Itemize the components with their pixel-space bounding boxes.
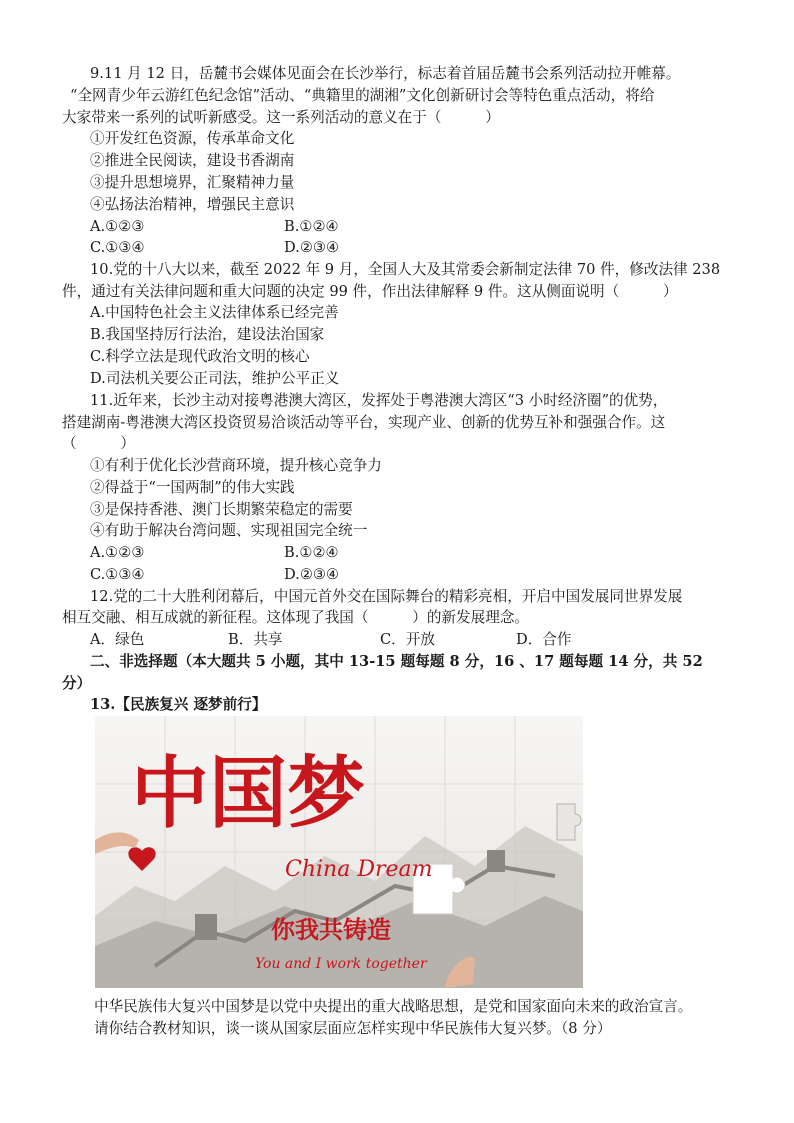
q9-item-3: ③提升思想境界，汇聚精神力量 (90, 174, 295, 191)
q13-text-line2: 请你结合教材知识，谈一谈从国家层面应怎样实现中华民族伟大复兴梦。（8 分） (94, 1020, 612, 1037)
q11-item-3: ③是保持香港、澳门长期繁荣稳定的需要 (90, 501, 353, 518)
q11-choice-a: A.①②③ (90, 544, 145, 561)
watchtower-right (487, 850, 505, 872)
poster-en-title: China Dream (285, 857, 433, 882)
q10-choice-a: A.中国特色社会主义法律体系已经完善 (90, 304, 339, 321)
q9-choice-a: A.①②③ (90, 218, 145, 235)
section2-heading-line1: 二、非选择题（本大题共 5 小题，其中 13-15 题每题 8 分，16 、17 题每题 14 分，共 52 (90, 653, 703, 670)
q9-stem-line2: “全网青少年云游红色纪念馆”活动、“典籍里的湖湘”文化创新研讨会等特色重点活动，将给 (70, 87, 655, 104)
q11-choice-b: B.①②④ (284, 544, 339, 561)
q12-choice-a: A．绿色 (90, 631, 145, 648)
poster-title: 中国梦 (131, 748, 366, 839)
q12-choice-b: B．共享 (228, 631, 283, 648)
q11-item-2: ②得益于“一国两制”的伟大实践 (90, 479, 295, 496)
q9-item-4: ④弘扬法治精神，增强民主意识 (90, 196, 295, 213)
q12-stem-line1: 12.党的二十大胜利闭幕后，中国元首外交在国际舞台的精彩亮相，开启中国发展同世界发展 (90, 588, 683, 605)
q13-text-line1: 中华民族伟大复兴中国梦是以党中央提出的重大战略思想，是党和国家面向未来的政治宣言。 (94, 998, 693, 1015)
q10-choice-d: D.司法机关要公正司法，维护公平正义 (90, 370, 340, 387)
q11-item-1: ①有利于优化长沙营商环境，提升核心竞争力 (90, 457, 382, 474)
q11-stem-line3: （ ） (62, 435, 135, 452)
q9-item-1: ①开发红色资源，传承革命文化 (90, 130, 295, 147)
q9-stem-line1: 9.11 月 12 日，岳麓书会媒体见面会在长沙举行，标志着首届岳麓书会系列活动拉开帷幕。 (90, 65, 681, 82)
q9-stem-line3: 大家带来一系列的试听新感受。这一系列活动的意义在于（ ） (62, 109, 500, 126)
section2-heading-line2: 分） (62, 675, 92, 692)
q9-item-2: ②推进全民阅读，建设书香湖南 (90, 152, 295, 169)
poster-cn-slogan: 你我共铸造 (271, 915, 391, 944)
poster-illustration (95, 716, 583, 988)
q11-stem-line1: 11.近年来，长沙主动对接粤港澳大湾区，发挥处于粤港澳大湾区“3 小时经济圈”的优势， (90, 392, 668, 409)
q11-stem-line2: 搭建湖南-粤港澳大湾区投资贸易洽谈活动等平台，实现产业、创新的优势互补和强强合作。这 (62, 414, 666, 431)
watchtower-left (195, 914, 217, 940)
q10-choice-b: B.我国坚持厉行法治，建设法治国家 (90, 326, 325, 343)
q10-stem-line2: 件，通过有关法律问题和重大问题的决定 99 件，作出法律解释 9 件。这从侧面说明（ ） (62, 283, 678, 300)
q11-choice-c: C.①③④ (90, 566, 145, 583)
china-dream-poster (95, 716, 583, 988)
poster-en-slogan: You and I work together (255, 956, 427, 972)
q11-choice-d: D.②③④ (284, 566, 340, 583)
q9-choice-b: B.①②④ (284, 218, 339, 235)
q11-item-4: ④有助于解决台湾问题、实现祖国完全统一 (90, 522, 368, 539)
q12-choice-d: D．合作 (516, 631, 572, 648)
q10-choice-c: C.科学立法是现代政治文明的核心 (90, 348, 310, 365)
q12-stem-line2: 相互交融、相互成就的新征程。这体现了我国（ ）的新发展理念。 (62, 609, 530, 626)
q13-title: 13.【民族复兴 逐梦前行】 (90, 696, 267, 713)
q12-choice-c: C．开放 (380, 631, 435, 648)
q10-stem-line1: 10.党的十八大以来，截至 2022 年 9 月，全国人大及其常委会新制定法律 70 件，修改法律 238 (90, 261, 721, 278)
q9-choice-d: D.②③④ (284, 239, 340, 256)
q9-choice-c: C.①③④ (90, 239, 145, 256)
